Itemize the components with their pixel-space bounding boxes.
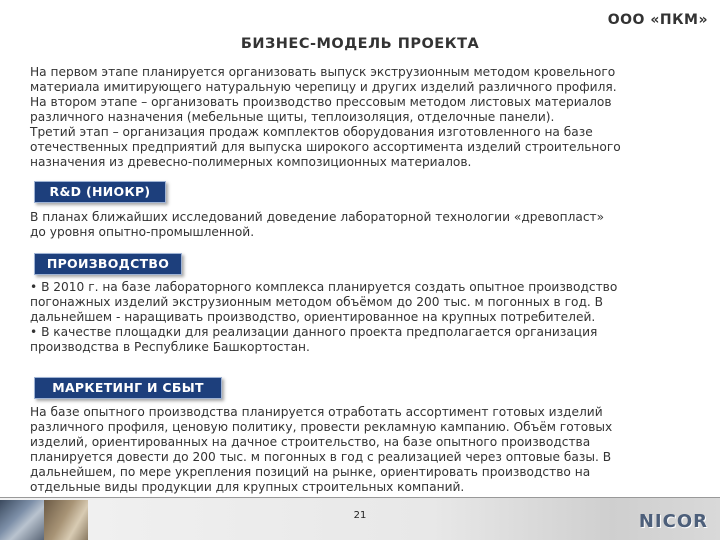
intro-line: назначения из древесно-полимерных композиционных материалов. (30, 155, 472, 169)
marketing-line: отдельные виды продукции для крупных строительных компаний. (30, 480, 465, 494)
company-logo: NICOR (638, 511, 708, 532)
production-line: • В 2010 г. на базе лабораторного комплекса планируется создать опытное производство (30, 280, 618, 294)
rnd-line: до уровня опытно-промышленной. (30, 225, 255, 239)
marketing-line: различного профиля, ценовую политику, провести рекламную кампанию. Объём готовых (30, 420, 613, 434)
marketing-paragraph (30, 405, 702, 495)
rnd-paragraph (30, 210, 702, 240)
marketing-line: планируется довести до 200 тыс. м погонных в год с реализацией через оптовые базы. В (30, 450, 612, 464)
production-paragraph (30, 280, 702, 355)
section-label-rnd: R&D (НИОКР) (34, 181, 166, 203)
intro-line: материала имитирующего натуральную черепицу и других изделий различного профиля. (30, 80, 617, 94)
intro-line: Третий этап – организация продаж комплектов оборудования изготовленного на базе (30, 125, 593, 139)
production-line: • В качестве площадки для реализации данного проекта предполагается организация (30, 325, 598, 339)
intro-line: различного назначения (мебельные щиты, теплоизоляция, отделочные панели). (30, 110, 555, 124)
marketing-line: изделий, ориентированных на дачное строительство, на базе опытного производства (30, 435, 591, 449)
section-label-production: ПРОИЗВОДСТВО (34, 253, 182, 275)
intro-line: отечественных предприятий для выпуска широкого ассортимента изделий строительного (30, 140, 621, 154)
marketing-line: дальнейшем, по мере укрепления позиций на рынке, ориентировать производство на (30, 465, 591, 479)
intro-paragraph (30, 65, 702, 170)
production-line: погонажных изделий экструзионным методом объёмом до 200 тыс. м погонных в год. В (30, 295, 604, 309)
production-line: производства в Республике Башкортостан. (30, 340, 310, 354)
marketing-line: На базе опытного производства планируется отработать ассортимент готовых изделий (30, 405, 603, 419)
page-title: БИЗНЕС-МОДЕЛЬ ПРОЕКТА (240, 36, 480, 52)
footer-divider (0, 497, 720, 498)
company-name: ООО «ПКМ» (607, 12, 708, 28)
production-line: дальнейшем - наращивать производство, ориентированное на крупных потребителей. (30, 310, 596, 324)
section-label-marketing: МАРКЕТИНГ И СБЫТ (34, 377, 222, 399)
intro-line: На первом этапе планируется организовать выпуск экструзионным методом кровельного (30, 65, 616, 79)
page-number: 21 (353, 510, 367, 521)
intro-line: На втором этапе – организовать производство прессовым методом листовых материалов (30, 95, 612, 109)
rnd-line: В планах ближайших исследований доведение лабораторной технологии «древопласт» (30, 210, 605, 224)
